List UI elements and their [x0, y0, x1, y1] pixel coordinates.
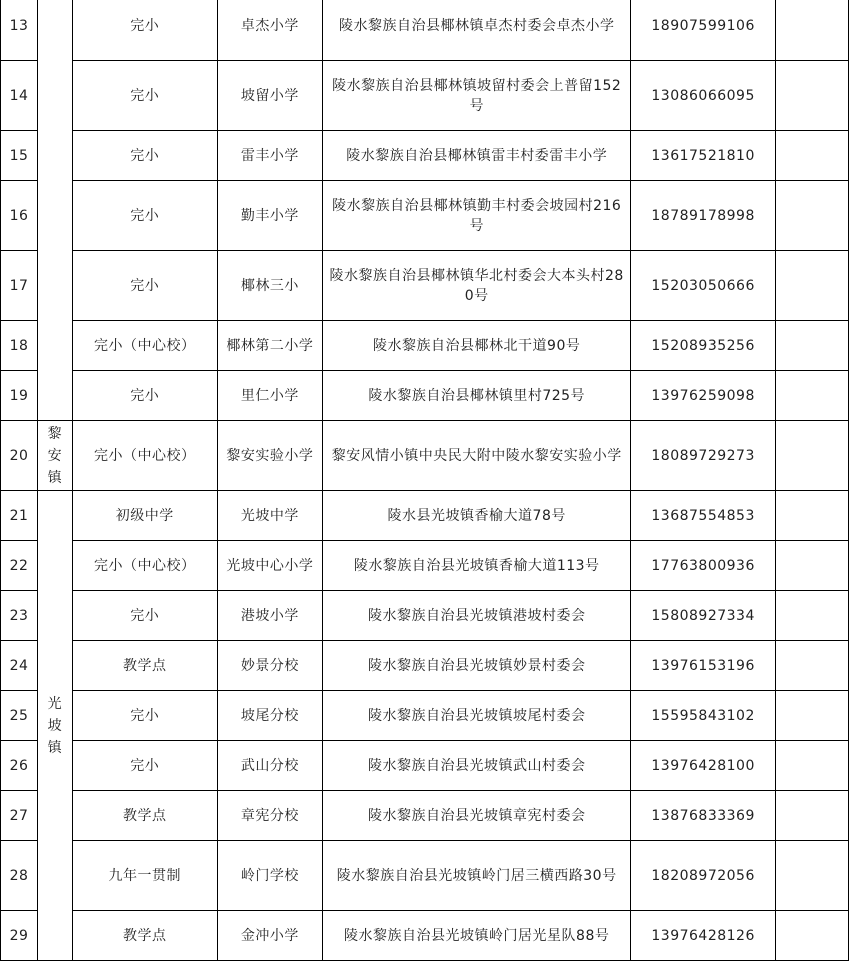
school-type: 教学点 — [72, 641, 217, 691]
school-type: 完小（中心校） — [72, 541, 217, 591]
school-address: 陵水黎族自治县光坡镇岭门居三横西路30号 — [323, 841, 631, 911]
row-number: 24 — [1, 641, 38, 691]
school-name: 雷丰小学 — [217, 131, 323, 181]
table-row — [1, 421, 849, 491]
table-row — [1, 591, 849, 641]
remark-cell — [776, 61, 849, 131]
school-phone: 15808927334 — [631, 591, 776, 641]
remark-cell — [776, 591, 849, 641]
school-name: 椰林第二小学 — [217, 321, 323, 371]
remark-cell — [776, 131, 849, 181]
school-address: 陵水黎族自治县光坡镇岭门居光星队88号 — [323, 911, 631, 961]
school-phone: 13617521810 — [631, 131, 776, 181]
remark-cell — [776, 371, 849, 421]
table-row — [1, 911, 849, 961]
school-address: 陵水黎族自治县椰林镇坡留村委会上普留152号 — [323, 61, 631, 131]
remark-cell — [776, 181, 849, 251]
row-number: 27 — [1, 791, 38, 841]
school-phone: 18089729273 — [631, 421, 776, 491]
school-name: 里仁小学 — [217, 371, 323, 421]
school-address: 陵水黎族自治县椰林镇卓杰村委会卓杰小学 — [323, 0, 631, 61]
school-name: 岭门学校 — [217, 841, 323, 911]
school-name: 坡尾分校 — [217, 691, 323, 741]
row-number: 15 — [1, 131, 38, 181]
school-name: 卓杰小学 — [217, 0, 323, 61]
remark-cell — [776, 251, 849, 321]
table-row — [1, 791, 849, 841]
school-type: 完小 — [72, 131, 217, 181]
school-address: 陵水黎族自治县椰林镇里村725号 — [323, 371, 631, 421]
remark-cell — [776, 0, 849, 61]
school-type: 完小 — [72, 691, 217, 741]
remark-cell — [776, 841, 849, 911]
school-address: 陵水黎族自治县椰林镇雷丰村委雷丰小学 — [323, 131, 631, 181]
school-phone: 15208935256 — [631, 321, 776, 371]
school-name: 光坡中学 — [217, 491, 323, 541]
school-phone: 13687554853 — [631, 491, 776, 541]
school-phone: 13976428126 — [631, 911, 776, 961]
row-number: 16 — [1, 181, 38, 251]
school-address: 陵水黎族自治县光坡镇妙景村委会 — [323, 641, 631, 691]
school-address: 陵水黎族自治县椰林镇勤丰村委会坡园村216号 — [323, 181, 631, 251]
table-row — [1, 181, 849, 251]
school-name: 武山分校 — [217, 741, 323, 791]
town-name-guangpo: 光坡镇 — [38, 491, 73, 961]
table-row — [1, 321, 849, 371]
school-type: 完小（中心校） — [72, 321, 217, 371]
school-phone: 17763800936 — [631, 541, 776, 591]
remark-cell — [776, 541, 849, 591]
school-type: 完小（中心校） — [72, 421, 217, 491]
table-row — [1, 641, 849, 691]
school-type: 完小 — [72, 0, 217, 61]
remark-cell — [776, 641, 849, 691]
school-address: 黎安风情小镇中央民大附中陵水黎安实验小学 — [323, 421, 631, 491]
row-number: 17 — [1, 251, 38, 321]
table-row — [1, 371, 849, 421]
remark-cell — [776, 691, 849, 741]
row-number: 14 — [1, 61, 38, 131]
row-number: 20 — [1, 421, 38, 491]
town-cell-empty — [38, 0, 73, 421]
school-name: 章宪分校 — [217, 791, 323, 841]
table-row — [1, 61, 849, 131]
school-phone: 13976428100 — [631, 741, 776, 791]
school-type: 完小 — [72, 181, 217, 251]
town-name-lian: 黎安镇 — [38, 421, 73, 491]
row-number: 29 — [1, 911, 38, 961]
school-address: 陵水黎族自治县椰林镇华北村委会大本头村280号 — [323, 251, 631, 321]
table-row — [1, 841, 849, 911]
school-phone: 13876833369 — [631, 791, 776, 841]
school-address: 陵水黎族自治县光坡镇章宪村委会 — [323, 791, 631, 841]
school-phone: 13976153196 — [631, 641, 776, 691]
school-type: 完小 — [72, 591, 217, 641]
remark-cell — [776, 911, 849, 961]
table-row — [1, 0, 849, 61]
school-phone: 13976259098 — [631, 371, 776, 421]
school-name: 妙景分校 — [217, 641, 323, 691]
school-type: 完小 — [72, 61, 217, 131]
table-row — [1, 251, 849, 321]
school-phone: 15203050666 — [631, 251, 776, 321]
school-phone: 15595843102 — [631, 691, 776, 741]
school-phone: 18907599106 — [631, 0, 776, 61]
school-address: 陵水县光坡镇香榆大道78号 — [323, 491, 631, 541]
remark-cell — [776, 421, 849, 491]
table-row — [1, 741, 849, 791]
row-number: 26 — [1, 741, 38, 791]
school-type: 初级中学 — [72, 491, 217, 541]
table-row — [1, 131, 849, 181]
row-number: 22 — [1, 541, 38, 591]
school-name: 光坡中心小学 — [217, 541, 323, 591]
row-number: 13 — [1, 0, 38, 61]
school-type: 完小 — [72, 741, 217, 791]
school-address: 陵水黎族自治县光坡镇香榆大道113号 — [323, 541, 631, 591]
school-name: 金冲小学 — [217, 911, 323, 961]
row-number: 18 — [1, 321, 38, 371]
school-phone: 18208972056 — [631, 841, 776, 911]
school-name: 港坡小学 — [217, 591, 323, 641]
remark-cell — [776, 791, 849, 841]
school-type: 完小 — [72, 371, 217, 421]
table-row — [1, 691, 849, 741]
remark-cell — [776, 321, 849, 371]
row-number: 21 — [1, 491, 38, 541]
remark-cell — [776, 491, 849, 541]
school-address: 陵水黎族自治县光坡镇坡尾村委会 — [323, 691, 631, 741]
table-row — [1, 541, 849, 591]
school-type: 教学点 — [72, 911, 217, 961]
school-name: 坡留小学 — [217, 61, 323, 131]
row-number: 28 — [1, 841, 38, 911]
school-name: 椰林三小 — [217, 251, 323, 321]
school-type: 完小 — [72, 251, 217, 321]
school-phone: 18789178998 — [631, 181, 776, 251]
school-type: 教学点 — [72, 791, 217, 841]
school-type: 九年一贯制 — [72, 841, 217, 911]
school-address: 陵水黎族自治县光坡镇港坡村委会 — [323, 591, 631, 641]
row-number: 25 — [1, 691, 38, 741]
row-number: 23 — [1, 591, 38, 641]
school-address: 陵水黎族自治县光坡镇武山村委会 — [323, 741, 631, 791]
school-phone: 13086066095 — [631, 61, 776, 131]
school-name: 勤丰小学 — [217, 181, 323, 251]
row-number: 19 — [1, 371, 38, 421]
remark-cell — [776, 741, 849, 791]
school-name: 黎安实验小学 — [217, 421, 323, 491]
table-row — [1, 491, 849, 541]
school-address: 陵水黎族自治县椰林北干道90号 — [323, 321, 631, 371]
